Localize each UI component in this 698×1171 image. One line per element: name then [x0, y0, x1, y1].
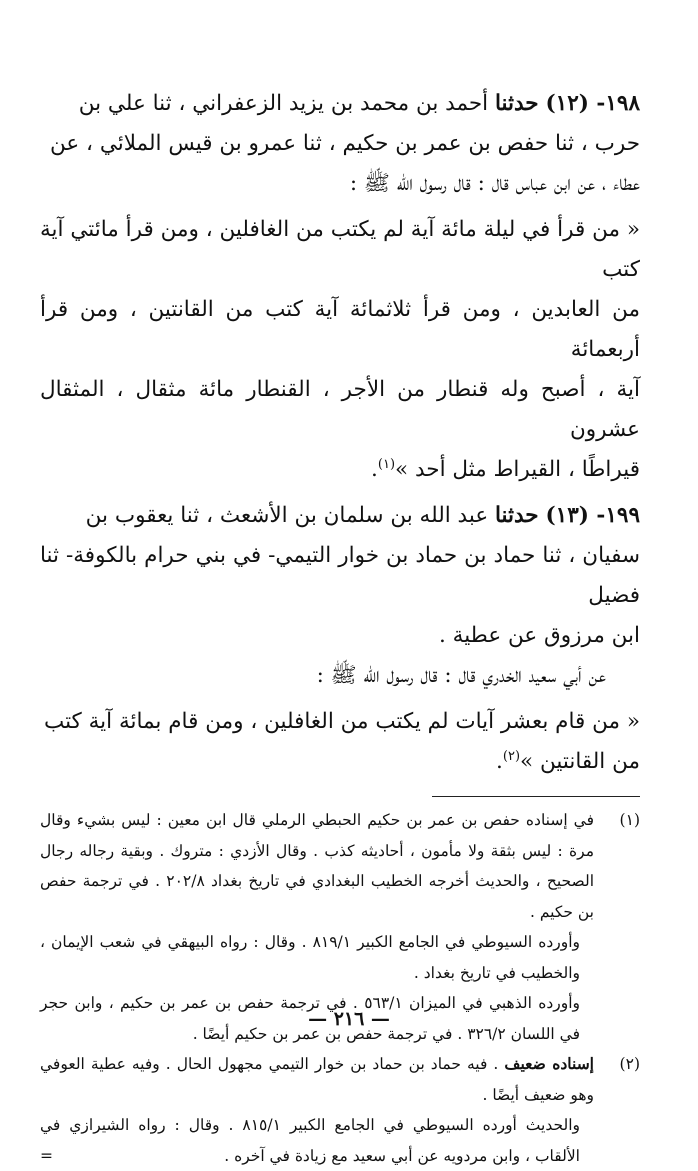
- hadith-198-line3: عطاء ، عن ابن عباس قال : قال رسول الله ﷺ :: [40, 164, 640, 204]
- footnote-2-text: . فيه حماد بن حماد بن خوار التيمي مجهول الحال . وفيه عطية العوفي وهو ضعيف أيضًا .: [40, 1055, 594, 1104]
- hadith-198-line2: حرب ، ثنا حفص بن عمر بن حكيم ، ثنا عمرو بن قيس الملائي ، عن: [40, 124, 640, 164]
- hadith-199-line3: ابن مرزوق عن عطية .: [40, 616, 640, 656]
- footnote-paragraph: وأورده الذهبي في الميزان ٥٦٣/١ . في ترجمة حفص بن عمر بن حكيم ، وابن حجر في اللسان ٣٢٦/٢ . في ترجمة حفص بن عمر بن حكيم أيضًا .: [40, 988, 594, 1049]
- hadith-199: ١٩٩- (١٣) حدثنا عبد الله بن سلمان بن الأشعث ، ثنا يعقوب بن سفيان ، ثنا حماد بن حماد بن خوار التيمي- في بني حرام بالكوفة- ثنا فضيل ابن مرزوق عن عطية . عن أبي سعيد الخدري قال : قال رسول الله ﷺ : « من قام بعشر آيات لم يكتب من الغافلين ، ومن قام بمائة آية كتب من القانتين »$^{(٢)}$.: [40, 496, 640, 782]
- footnotes: [40, 805, 640, 1171]
- hadith-199-line4: عن أبي سعيد الخدري قال : قال رسول الله ﷺ :: [40, 656, 640, 696]
- hadith-198-text-line: آية ، أصبح وله قنطار من الأجر ، القنطار مائة مثقال ، المثقال عشرون: [40, 370, 640, 450]
- hadith-199-text-line: « من قام بعشر آيات لم يكتب من الغافلين ، ومن قام بمائة آية كتب: [40, 702, 640, 742]
- hadith-199-number: ١٩٩- (١٣): [545, 503, 640, 528]
- hadith-198-text-last: قيراطًا ، القيراط مثل أحد »: [395, 457, 640, 482]
- hadith-198: ١٩٨- (١٢) حدثنا أحمد بن محمد بن يزيد الزعفراني ، ثنا علي بن حرب ، ثنا حفص بن عمر بن حكيم ، ثنا عمرو بن قيس الملائي ، عن عطاء ، عن ابن عباس قال : قال رسول الله ﷺ : « من قرأ في ليلة مائة آية لم يكتب من الغافلين ، ومن قرأ مائتي آية كتب من العابدين ، ومن قرأ ثلاثمائة آية كتب من القانتين ، ومن قرأ أربعمائة آية ، أصبح وله قنطار من الأجر ، القنطار مائة مثقال ، المثقال عشرون قيراطًا ، القيراط مثل أحد »$^{(١)}$.: [40, 84, 640, 490]
- footnote-2-number: (٢): [594, 1049, 640, 1171]
- hadith-199-text-last: من القانتين »: [520, 749, 640, 774]
- footnote-paragraph: في إسناده حفص بن عمر بن حكيم الحبطي الرملي قال ابن معين : ليس بشيء وقال مرة : ليس بثقة ولا مأمون ، أحاديثه كذب . وقال الأزدي : متروك . وبقية رجاله رجال الصحيح ، والحديث أخرجه الخطيب البغدادي في تاريخ بغداد ٢٠٢/٨ . في ترجمة حفص بن حكيم .: [40, 805, 594, 927]
- footnote-paragraph: والحديث أورده السيوطي في الجامع الكبير ٨١٥/١ . وقال : رواه الشيرازي في الألقاب ، وابن مردويه عن أبي سعيد مع زيادة في آخره .: [40, 1116, 580, 1165]
- hadith-198-lead: حدثنا: [495, 91, 539, 116]
- main-text: [40, 84, 640, 782]
- hadith-199-lead: حدثنا: [495, 503, 539, 528]
- continuation-mark: =: [40, 1141, 53, 1171]
- footnote-1-number: (١): [594, 805, 640, 1049]
- hadith-198-number: ١٩٨- (١٢): [545, 91, 640, 116]
- hadith-199-line2: سفيان ، ثنا حماد بن حماد بن خوار التيمي- في بني حرام بالكوفة- ثنا فضيل: [40, 536, 640, 616]
- page-number: — ٢١٦ —: [0, 1008, 698, 1030]
- hadith-198-text-line: « من قرأ في ليلة مائة آية لم يكتب من الغافلين ، ومن قرأ مائتي آية كتب: [40, 210, 640, 290]
- hadith-199-line1: عبد الله بن سلمان بن الأشعث ، ثنا يعقوب بن: [86, 503, 495, 528]
- footnote-ref-2[interactable]: (٢): [503, 749, 520, 764]
- footnote-paragraph: وأورده السيوطي في الجامع الكبير ٨١٩/١ . وقال : رواه البيهقي في شعب الإيمان ، والخطيب في تاريخ بغداد .: [40, 927, 594, 988]
- hadith-198-text-line: من العابدين ، ومن قرأ ثلاثمائة آية كتب من القانتين ، ومن قرأ أربعمائة: [40, 290, 640, 370]
- footnote-2: [40, 1049, 640, 1171]
- hadith-198-line1: أحمد بن محمد بن يزيد الزعفراني ، ثنا علي بن: [79, 91, 495, 116]
- footnote-ref-1[interactable]: (١): [378, 457, 395, 472]
- footnote-2-lead: إسناده ضعيف: [504, 1054, 594, 1073]
- footnote-separator: [432, 796, 640, 797]
